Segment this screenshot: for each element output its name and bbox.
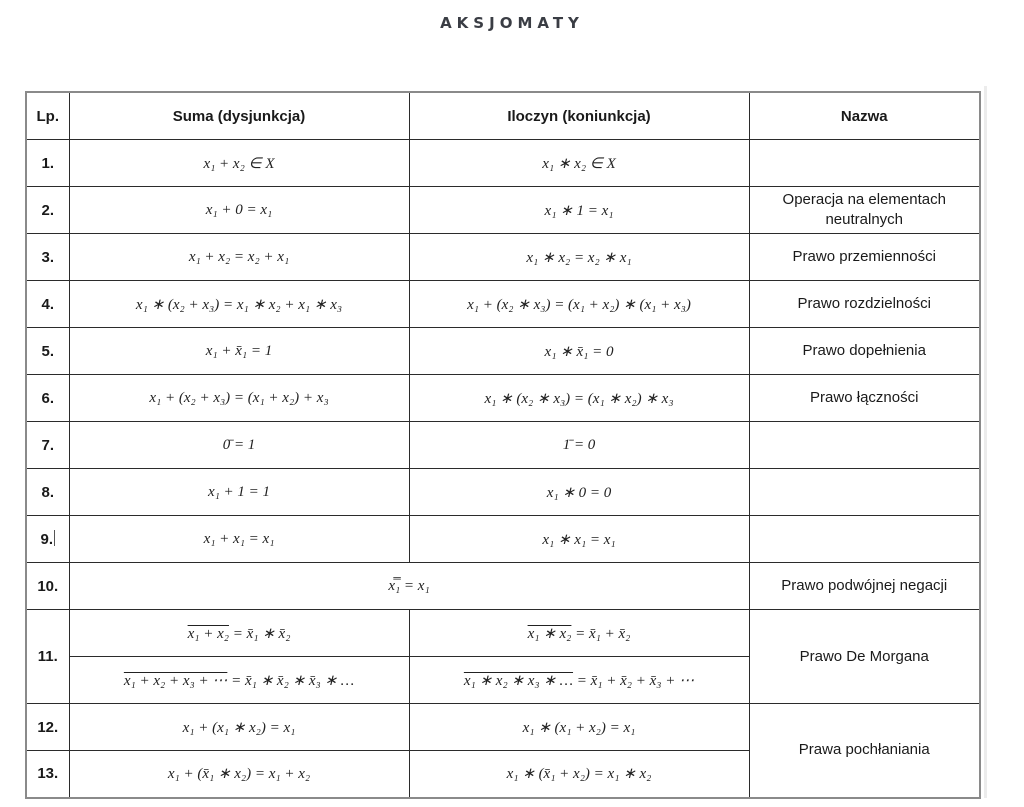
- table-row-3: [26, 234, 980, 281]
- law-name: Prawo łączności: [749, 375, 980, 422]
- formula-product: x₁ ∗ 0 = 0: [409, 469, 749, 516]
- law-name: Prawo dopełnienia: [749, 328, 980, 375]
- row-number: 2.: [26, 187, 69, 234]
- table-row-12: [26, 704, 980, 751]
- table-row-7: [26, 422, 980, 469]
- formula-product: x₁ ∗ (x̄₁ + x₂) = x₁ ∗ x₂: [409, 751, 749, 798]
- table-row-11a: [26, 610, 980, 657]
- row-number: 13.: [26, 751, 69, 798]
- header-product: Iloczyn (koniunkcja): [409, 92, 749, 140]
- negated-expression: x₁ ∗ x₂ ∗ x₃ ∗ …: [463, 672, 574, 689]
- negated-expression: x₁ + x₂: [187, 625, 229, 642]
- law-name: [749, 469, 980, 516]
- table-row-1: [26, 140, 980, 187]
- formula-product: x₁ ∗ x₂ = x₂ ∗ x₁: [409, 234, 749, 281]
- formula-sum: x₁ + x₂ = x₂ + x₁: [69, 234, 409, 281]
- formula-sum: x₁ + (x₁ ∗ x₂) = x₁: [69, 704, 409, 751]
- row-number: 4.: [26, 281, 69, 328]
- formula-sum: x₁ + x₁ = x₁: [69, 516, 409, 563]
- law-name: [749, 422, 980, 469]
- formula-rhs: = x̄₁ ∗ x̄₂: [228, 625, 291, 642]
- scrollbar-track[interactable]: [984, 86, 987, 798]
- page-title: AKSJOMATY: [440, 14, 584, 32]
- formula-rhs: = x̄₁ + x̄₂ + x̄₃ + ⋯: [573, 672, 695, 689]
- formula-product-de-morgan-n: [409, 657, 749, 704]
- formula-double-negation: x̿₁ = x₁: [69, 563, 749, 610]
- formula-product-de-morgan-2: [409, 610, 749, 657]
- table-row-6: [26, 375, 980, 422]
- formula-sum: x₁ ∗ (x₂ + x₃) = x₁ ∗ x₂ + x₁ ∗ x₃: [69, 281, 409, 328]
- row-number: 3.: [26, 234, 69, 281]
- row-number: 10.: [26, 563, 69, 610]
- formula-product: x₁ ∗ x₁ = x₁: [409, 516, 749, 563]
- negated-expression: x₁ ∗ x₂: [527, 625, 572, 642]
- table-row-9: [26, 516, 980, 563]
- header-name: Nazwa: [749, 92, 980, 140]
- row-number: 12.: [26, 704, 69, 751]
- law-name: Operacja na elementach neutralnych: [749, 187, 980, 234]
- formula-rhs: = x̄₁ + x̄₂: [571, 625, 631, 642]
- formula-sum: x₁ + x₂ ∈ X: [69, 140, 409, 187]
- formula-sum-de-morgan-2: [69, 610, 409, 657]
- axioms-table: [25, 91, 981, 799]
- law-name: [749, 516, 980, 563]
- law-name: Prawo przemienności: [749, 234, 980, 281]
- formula-product: x₁ ∗ (x₁ + x₂) = x₁: [409, 704, 749, 751]
- row-number: 9.: [26, 516, 69, 563]
- table-row-8: [26, 469, 980, 516]
- negated-expression: x₁ + x₂ + x₃ + ⋯: [123, 672, 228, 689]
- law-name: Prawo De Morgana: [749, 610, 980, 704]
- row-number: 6.: [26, 375, 69, 422]
- formula-product: x₁ ∗ 1 = x₁: [409, 187, 749, 234]
- formula-sum: x₁ + (x₂ + x₃) = (x₁ + x₂) + x₃: [69, 375, 409, 422]
- table-row-4: [26, 281, 980, 328]
- law-name: Prawo rozdzielności: [749, 281, 980, 328]
- row-number: 7.: [26, 422, 69, 469]
- formula-sum: x₁ + 1 = 1: [69, 469, 409, 516]
- law-name: Prawo podwójnej negacji: [749, 563, 980, 610]
- formula-product: x₁ ∗ (x₂ ∗ x₃) = (x₁ ∗ x₂) ∗ x₃: [409, 375, 749, 422]
- formula-product: 1̄ = 0: [409, 422, 749, 469]
- law-name: Prawa pochłaniania: [749, 704, 980, 798]
- formula-sum: x₁ + x̄₁ = 1: [69, 328, 409, 375]
- table-header-row: [26, 92, 980, 140]
- formula-sum-de-morgan-n: [69, 657, 409, 704]
- formula-sum: x₁ + (x̄₁ ∗ x₂) = x₁ + x₂: [69, 751, 409, 798]
- formula-sum: 0̄ = 1: [69, 422, 409, 469]
- table-row-2: [26, 187, 980, 234]
- formula-product: x₁ ∗ x₂ ∈ X: [409, 140, 749, 187]
- text-cursor: [54, 530, 55, 546]
- header-lp: Lp.: [26, 92, 69, 140]
- table-row-10: [26, 563, 980, 610]
- table-row-5: [26, 328, 980, 375]
- formula-product: x₁ + (x₂ ∗ x₃) = (x₁ + x₂) ∗ (x₁ + x₃): [409, 281, 749, 328]
- row-number: 11.: [26, 610, 69, 704]
- formula-rhs: = x̄₁ ∗ x̄₂ ∗ x̄₃ ∗ …: [227, 672, 355, 689]
- formula-sum: x₁ + 0 = x₁: [69, 187, 409, 234]
- row-number: 5.: [26, 328, 69, 375]
- formula-product: x₁ ∗ x̄₁ = 0: [409, 328, 749, 375]
- law-name: [749, 140, 980, 187]
- header-sum: Suma (dysjunkcja): [69, 92, 409, 140]
- row-number: 8.: [26, 469, 69, 516]
- row-number: 1.: [26, 140, 69, 187]
